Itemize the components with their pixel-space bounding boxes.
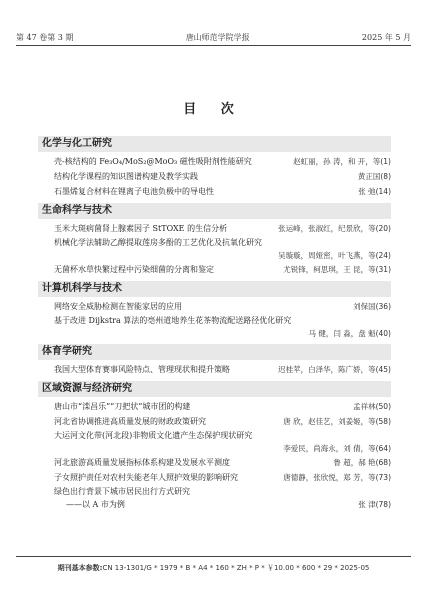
entry-title: 绿色出行背景下城市居民出行方式研究 [54, 487, 190, 496]
toc-entry[interactable] [42, 154, 391, 169]
table-of-contents [42, 136, 391, 511]
entry-title: 大运河文化带(河北段)非物质文化遗产生态保护现状研究 [54, 431, 253, 440]
entry-title: 河北省协调推进高质量发展的财政政策研究 [54, 417, 206, 426]
entry-title: 基于改进 Dijkstra 算法的亳州道地养生花茶物流配送路径优化研究 [54, 316, 292, 325]
entry-title: 玉米大斑病菌肾上腺素因子 StTOXE 的生信分析 [54, 224, 228, 233]
issue-date: 2025 年 5 月 [361, 33, 411, 42]
toc-entry[interactable] [42, 455, 391, 470]
section-heading: 体育学研究 [38, 344, 391, 360]
toc-entry[interactable] [42, 470, 391, 485]
entry-authors: 马 健，闫 淼，盘 魁(40) [308, 329, 391, 338]
entry-title: 子女照护责任对农村失能老年人照护效果的影响研究 [54, 473, 238, 482]
entry-authors: 张 弛(14) [358, 187, 391, 196]
footer-rule [16, 556, 411, 557]
parameters-text: CN 13-1301/G * 1979 * B * A4 * 160 * ZH * P * ￥10.00 * 600 * 29 * 2025-05 [102, 564, 370, 572]
page-title: 目 次 [183, 102, 244, 117]
entry-authors: 唐 欣，赵佳艺，刘姜姬，等(58) [283, 417, 391, 426]
entry-title: 机械化学法辅助乙醇提取莲房多酚的工艺优化及抗氧化研究 [54, 238, 262, 247]
entry-title: 河北旅游高质量发展指标体系构建及发展水平测度 [54, 458, 230, 467]
toc-entry[interactable] [42, 184, 391, 199]
toc-entry[interactable] [42, 299, 391, 314]
toc-entry[interactable] [42, 399, 391, 414]
entry-subtitle: ——以 A 市为例 [66, 500, 125, 509]
toc-entry[interactable] [42, 314, 391, 340]
entry-authors: 尤锐锋，柯思琪，王 昆，等(31) [283, 265, 391, 274]
entry-title: 壳-核结构的 Fe₃O₄/MoS₂@MoO₃ 磁性吸附剂性能研究 [54, 157, 252, 166]
entry-authors: 鲁 超，郝 艳(68) [333, 458, 391, 467]
header-rule [16, 45, 411, 46]
entry-authors: 黄正国(8) [357, 172, 391, 181]
toc-entry[interactable] [42, 485, 391, 511]
section-heading: 区域资源与经济研究 [38, 381, 391, 397]
entry-authors: 张运峰，张淑红，纪景欣，等(20) [278, 224, 391, 233]
entry-title: 我国大型体育赛事风险特点、管理现状和提升策略 [54, 365, 230, 374]
entry-title: 唐山市“滦昌乐”“刀把状”城市团的构建 [54, 402, 191, 411]
running-header [16, 32, 411, 43]
entry-authors: 吴璇璇，周娅密，叶飞燕，等(24) [278, 251, 391, 260]
entry-title: 无菌杯水草快繁过程中污染细菌的分离和鉴定 [54, 265, 214, 274]
toc-entry[interactable] [42, 262, 391, 277]
section-heading: 计算机科学与技术 [38, 281, 391, 297]
entry-authors: 赵虹丽，孙 涛，和 开，等(1) [293, 157, 391, 166]
journal-name: 唐山师范学院学报 [185, 33, 250, 42]
toc-entry[interactable] [42, 362, 391, 377]
section-heading: 化学与化工研究 [38, 136, 391, 152]
entry-title: 网络安全威胁检测在智能家居的应用 [54, 302, 182, 311]
entry-authors: 李爱民，尚海永，刘 倩，等(64) [283, 444, 391, 453]
parameters-label: 期刊基本参数: [57, 564, 103, 572]
toc-entry[interactable] [42, 414, 391, 429]
entry-title: 石墨烯复合材料在锂离子电池负极中的导电性 [54, 187, 214, 196]
toc-entry[interactable] [42, 236, 391, 262]
toc-entry[interactable] [42, 429, 391, 455]
entry-authors: 迟桂苹，白泽华，陈广娇，等(45) [278, 365, 391, 374]
journal-parameters [16, 563, 411, 573]
issue-label: 第 47 卷第 3 期 [16, 33, 74, 42]
entry-authors: 唐德静，张欣悦，郑 芳，等(73) [283, 473, 391, 482]
toc-entry[interactable] [42, 221, 391, 236]
entry-authors: 张 津(78) [358, 500, 391, 509]
entry-authors: 刘保国(36) [353, 302, 391, 311]
entry-title: 结构化学课程的知识图谱构建及教学实践 [54, 172, 198, 181]
entry-authors: 孟祥林(50) [353, 402, 391, 411]
section-heading: 生命科学与技术 [38, 203, 391, 219]
toc-entry[interactable] [42, 169, 391, 184]
